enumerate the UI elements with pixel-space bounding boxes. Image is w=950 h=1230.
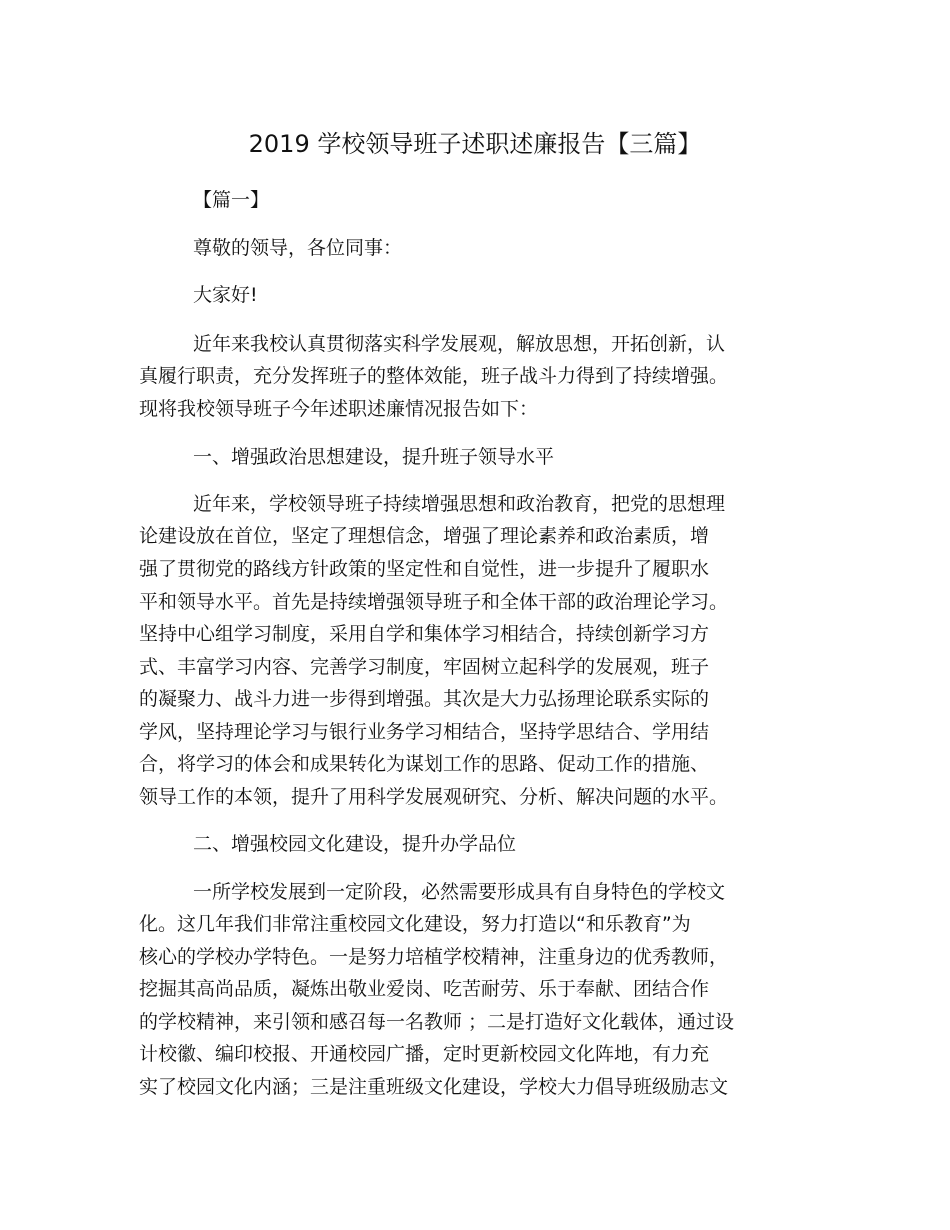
paragraph-line: 平和领导水平。首先是持续增强领导班子和全体干部的政治理论学习。 bbox=[139, 591, 729, 613]
salutation: 尊敬的领导，各位同事： bbox=[193, 237, 403, 259]
paragraph-line: 合，将学习的体会和成果转化为谋划工作的思路、促动工作的措施、 bbox=[139, 753, 710, 775]
paragraph-line: 现将我校领导班子今年述职述廉情况报告如下： bbox=[139, 398, 539, 420]
paragraph-line: 坚持中心组学习制度，采用自学和集体学习相结合，持续创新学习方 bbox=[139, 623, 710, 645]
paragraph-line: 领导工作的本领，提升了用科学发展观研究、分析、解决问题的水平。 bbox=[139, 786, 729, 808]
paragraph-line: 真履行职责，充分发挥班子的整体效能，班子战斗力得到了持续增强。 bbox=[139, 365, 729, 387]
paragraph-line: 近年来，学校领导班子持续增强思想和政治教育，把党的思想理 bbox=[193, 493, 726, 515]
paragraph-line: 挖掘其高尚品质，凝炼出敬业爱岗、吃苦耐劳、乐于奉献、团结合作 bbox=[139, 978, 710, 1000]
paragraph-line: 计校徽、编印校报、开通校园广播，定时更新校园文化阵地，有力充 bbox=[139, 1043, 710, 1065]
paragraph-line: 的凝聚力、战斗力进一步得到增强。其次是大力弘扬理论联系实际的 bbox=[139, 688, 710, 710]
paragraph-line: 强了贯彻党的路线方针政策的坚定性和自觉性，进一步提升了履职水 bbox=[139, 558, 710, 580]
paragraph-line: 的学校精神，来引领和感召每一名教师 ；二是打造好文化载体，通过设 bbox=[139, 1011, 735, 1033]
paragraph-line: 化。这几年我们非常注重校园文化建设，努力打造以“和乐教育”为 bbox=[139, 913, 691, 935]
section-heading-1: 一、增强政治思想建设，提升班子领导水平 bbox=[193, 446, 555, 468]
document-title: 2019 学校领导班子述职述廉报告【三篇】 bbox=[248, 130, 702, 158]
paragraph-line: 式、丰富学习内容、完善学习制度，牢固树立起科学的发展观，班子 bbox=[139, 656, 710, 678]
paragraph-line: 近年来我校认真贯彻落实科学发展观，解放思想，开拓创新，认 bbox=[193, 333, 726, 355]
section-heading-2: 二、增强校园文化建设，提升办学品位 bbox=[193, 833, 517, 855]
paragraph-line: 一所学校发展到一定阶段，必然需要形成具有自身特色的学校文 bbox=[193, 881, 726, 903]
paragraph-line: 论建设放在首位，坚定了理想信念，增强了理论素养和政治素质，增 bbox=[139, 525, 710, 547]
greeting: 大家好! bbox=[193, 284, 258, 306]
paragraph-line: 学风，坚持理论学习与银行业务学习相结合，坚持学思结合、学用结 bbox=[139, 721, 710, 743]
paragraph-line: 实了校园文化内涵；三是注重班级文化建设，学校大力倡导班级励志文 bbox=[139, 1076, 729, 1098]
section-label: 【篇一】 bbox=[193, 189, 270, 211]
paragraph-line: 核心的学校办学特色。一是努力培植学校精神，注重身边的优秀教师， bbox=[139, 946, 729, 968]
